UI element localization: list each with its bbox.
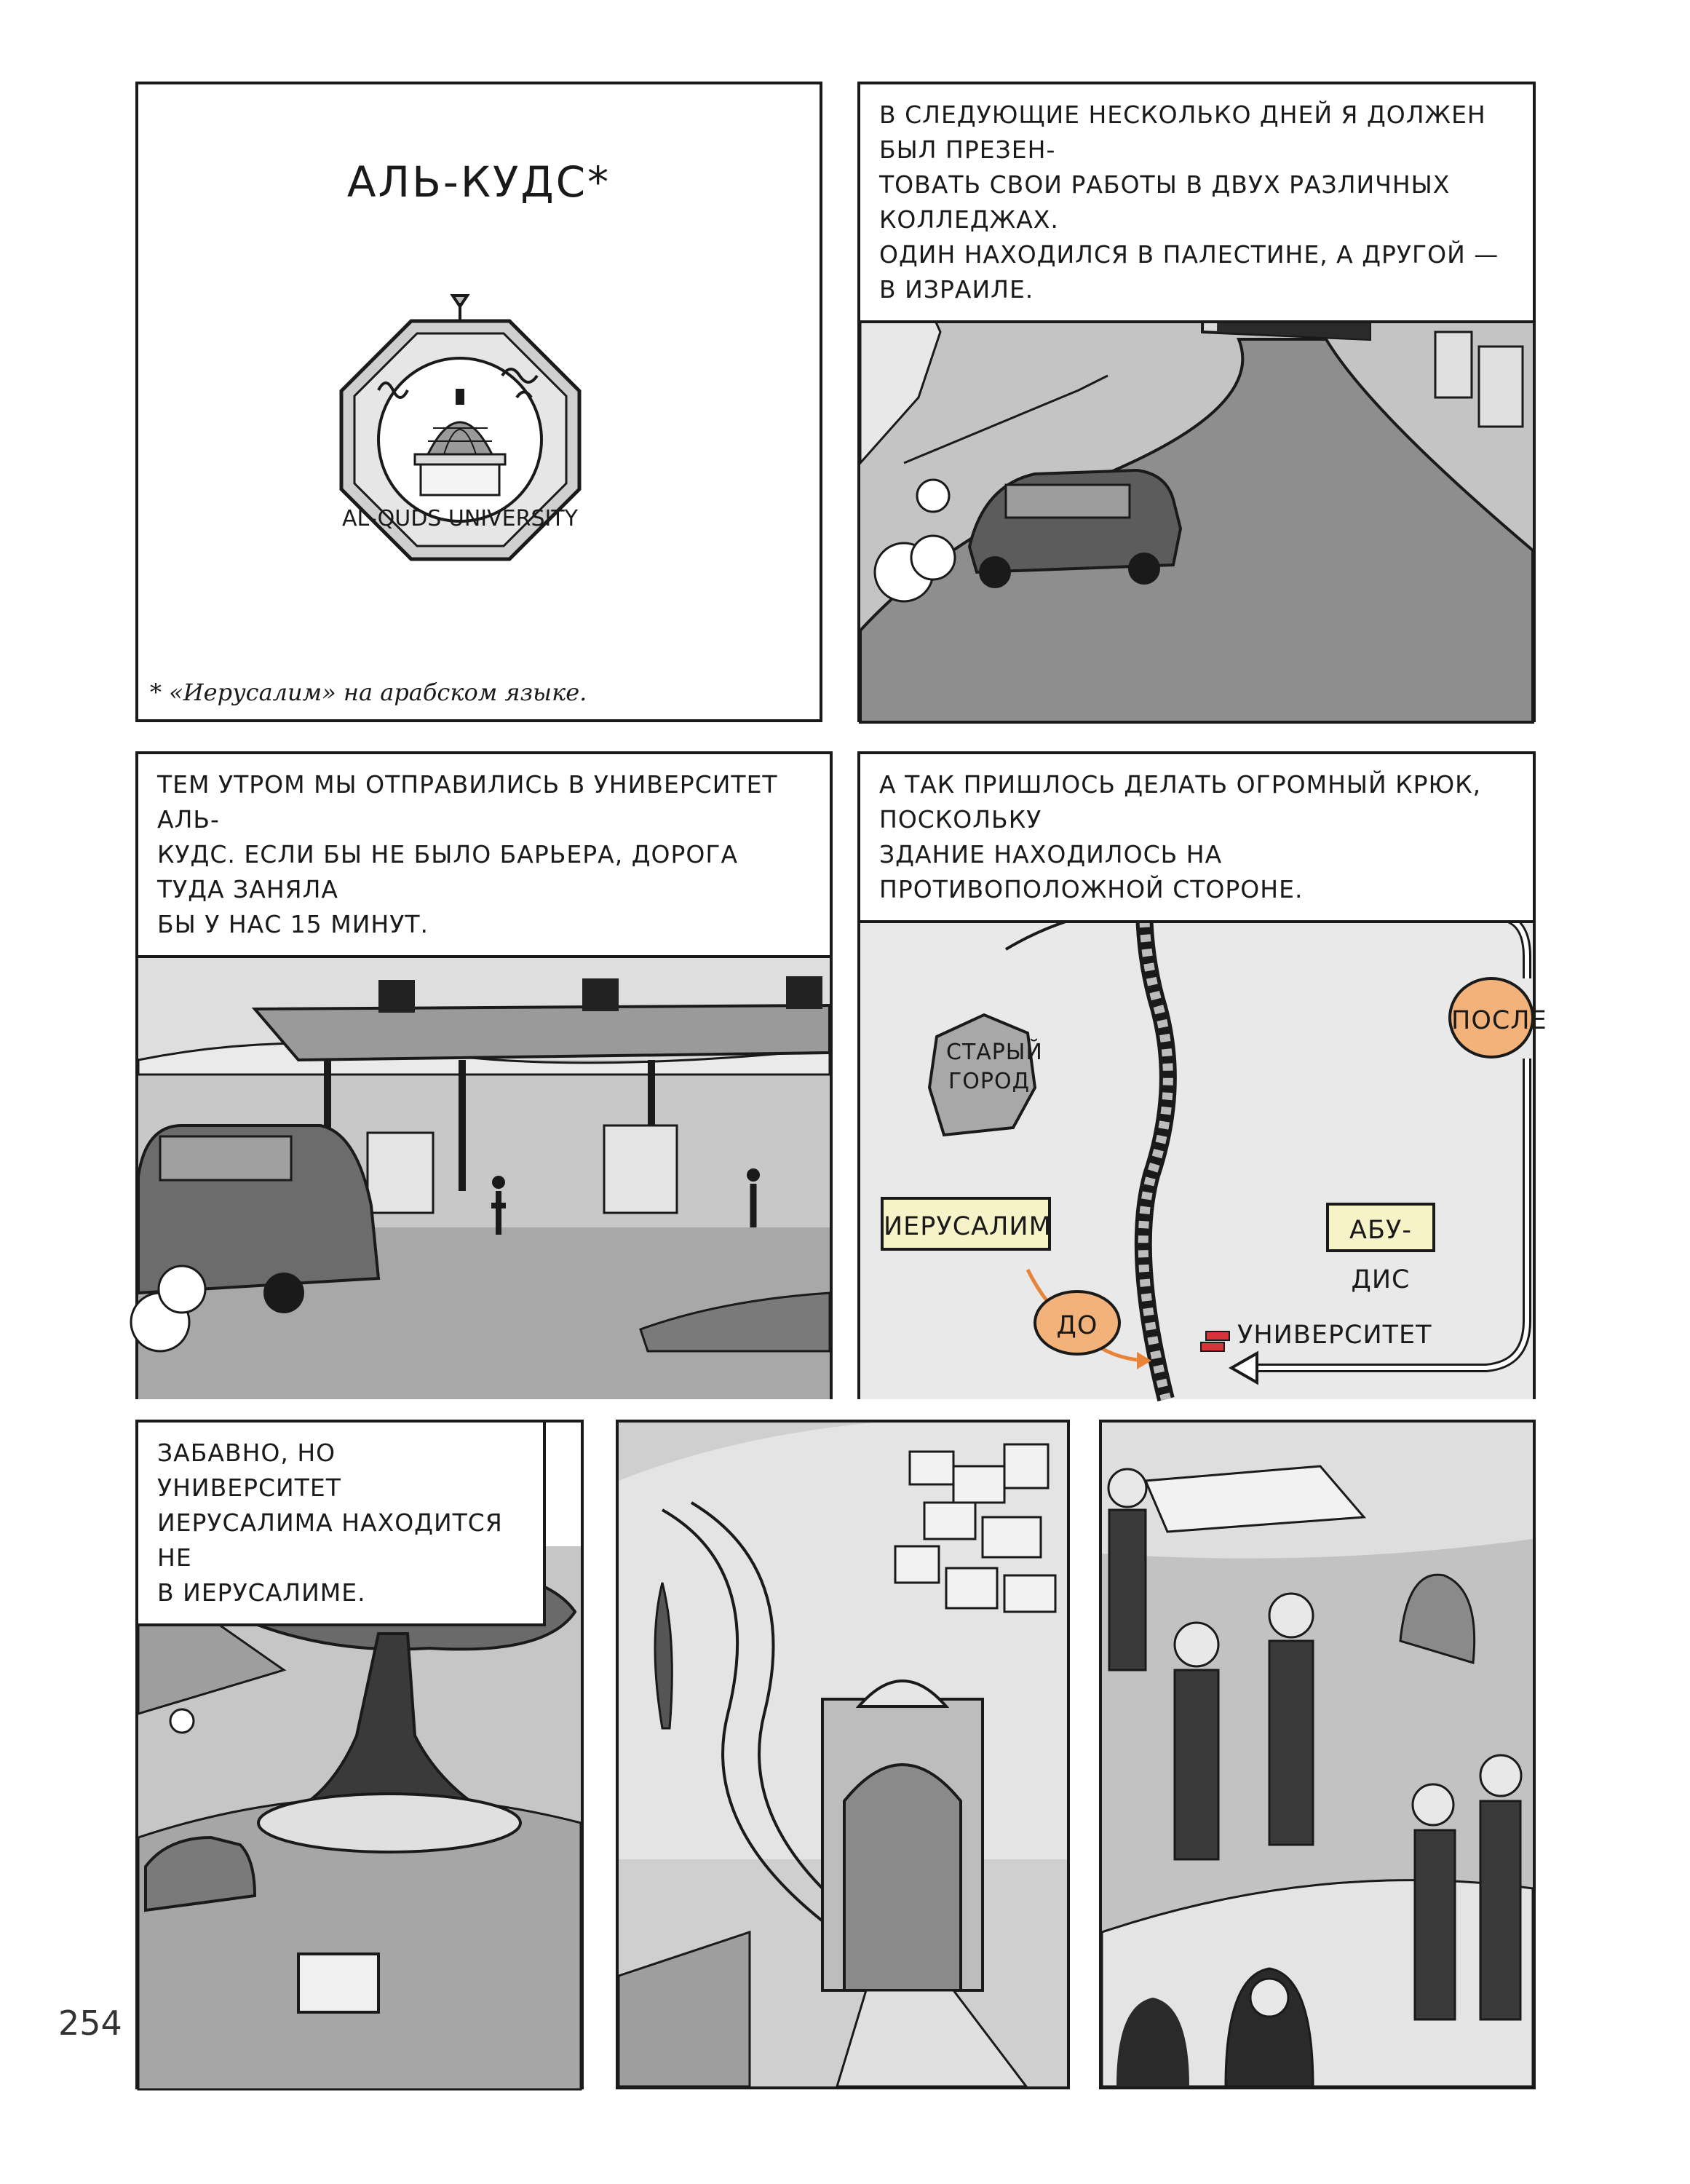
footnote: * «Иерусалим» на арабском языке.	[150, 678, 587, 706]
panel-students	[1099, 1420, 1536, 2089]
al-quds-university-logo	[138, 84, 825, 725]
page-number: 254	[58, 2003, 122, 2043]
tree-illustration	[138, 1546, 581, 2089]
map-label-jerusalem: ИЕРУСАЛИМ	[881, 1197, 1051, 1251]
scene-map	[860, 847, 1547, 1396]
caption: А ТАК ПРИШЛОСЬ ДЕЛАТЬ ОГРОМНЫЙ КРЮК, ПОСКОЛЬКУ ЗДАНИЕ НАХОДИЛОСЬ НА ПРОТИВОПОЛОЖНОЙ СТОРОНЕ.	[860, 754, 1533, 923]
panel-al-quds-logo	[135, 82, 822, 722]
map-illustration	[860, 847, 1533, 1399]
caption: ТЕМ УТРОМ МЫ ОТПРАВИЛИСЬ В УНИВЕРСИТЕТ АЛЬ- КУДС. ЕСЛИ БЫ НЕ БЫЛО БАРЬЕРА, ДОРОГА ТУДА ЗАНЯЛА БЫ У НАС 15 МИНУТ.	[138, 754, 830, 958]
caption: В СЛЕДУЮЩИЕ НЕСКОЛЬКО ДНЕЙ Я ДОЛЖЕН БЫЛ ПРЕЗЕН- ТОВАТЬ СВОИ РАБОТЫ В ДВУХ РАЗЛИЧНЫХ КОЛЛЕДЖАХ. ОДИН НАХОДИЛСЯ В ПАЛЕСТИНЕ, А ДРУГОЙ — В ИЗРАИЛЕ.	[860, 84, 1533, 323]
scene-tree	[138, 1546, 581, 2086]
panel-tree	[135, 1420, 584, 2089]
gate-illustration	[619, 1423, 1067, 2086]
caption: ЗАБАВНО, НО УНИВЕРСИТЕТ ИЕРУСАЛИМА НАХОДИТСЯ НЕ В ИЕРУСАЛИМЕ.	[138, 1423, 546, 1626]
panel-map	[857, 751, 1547, 1399]
checkpoint-illustration	[138, 885, 830, 1399]
students-illustration	[1102, 1423, 1533, 2086]
panel-title: АЛЬ-КУДС*	[346, 157, 611, 207]
panel-checkpoint	[135, 751, 833, 1399]
map-label-old-city: СТАРЫЙ ГОРОД	[946, 1040, 1043, 1094]
map-label-abu-dis: АБУ-ДИС	[1326, 1203, 1435, 1252]
logo-text: AL-QUDS UNIVERSITY	[342, 506, 578, 531]
map-label-university: УНИВЕРСИТЕТ	[1237, 1321, 1432, 1350]
panel-tunnel-road	[857, 82, 1536, 722]
map-label-before: ДО	[1034, 1290, 1121, 1356]
panel-gate-town	[616, 1420, 1070, 2089]
scene-checkpoint	[138, 885, 830, 1396]
map-label-after: ПОСЛЕ	[1448, 977, 1534, 1059]
